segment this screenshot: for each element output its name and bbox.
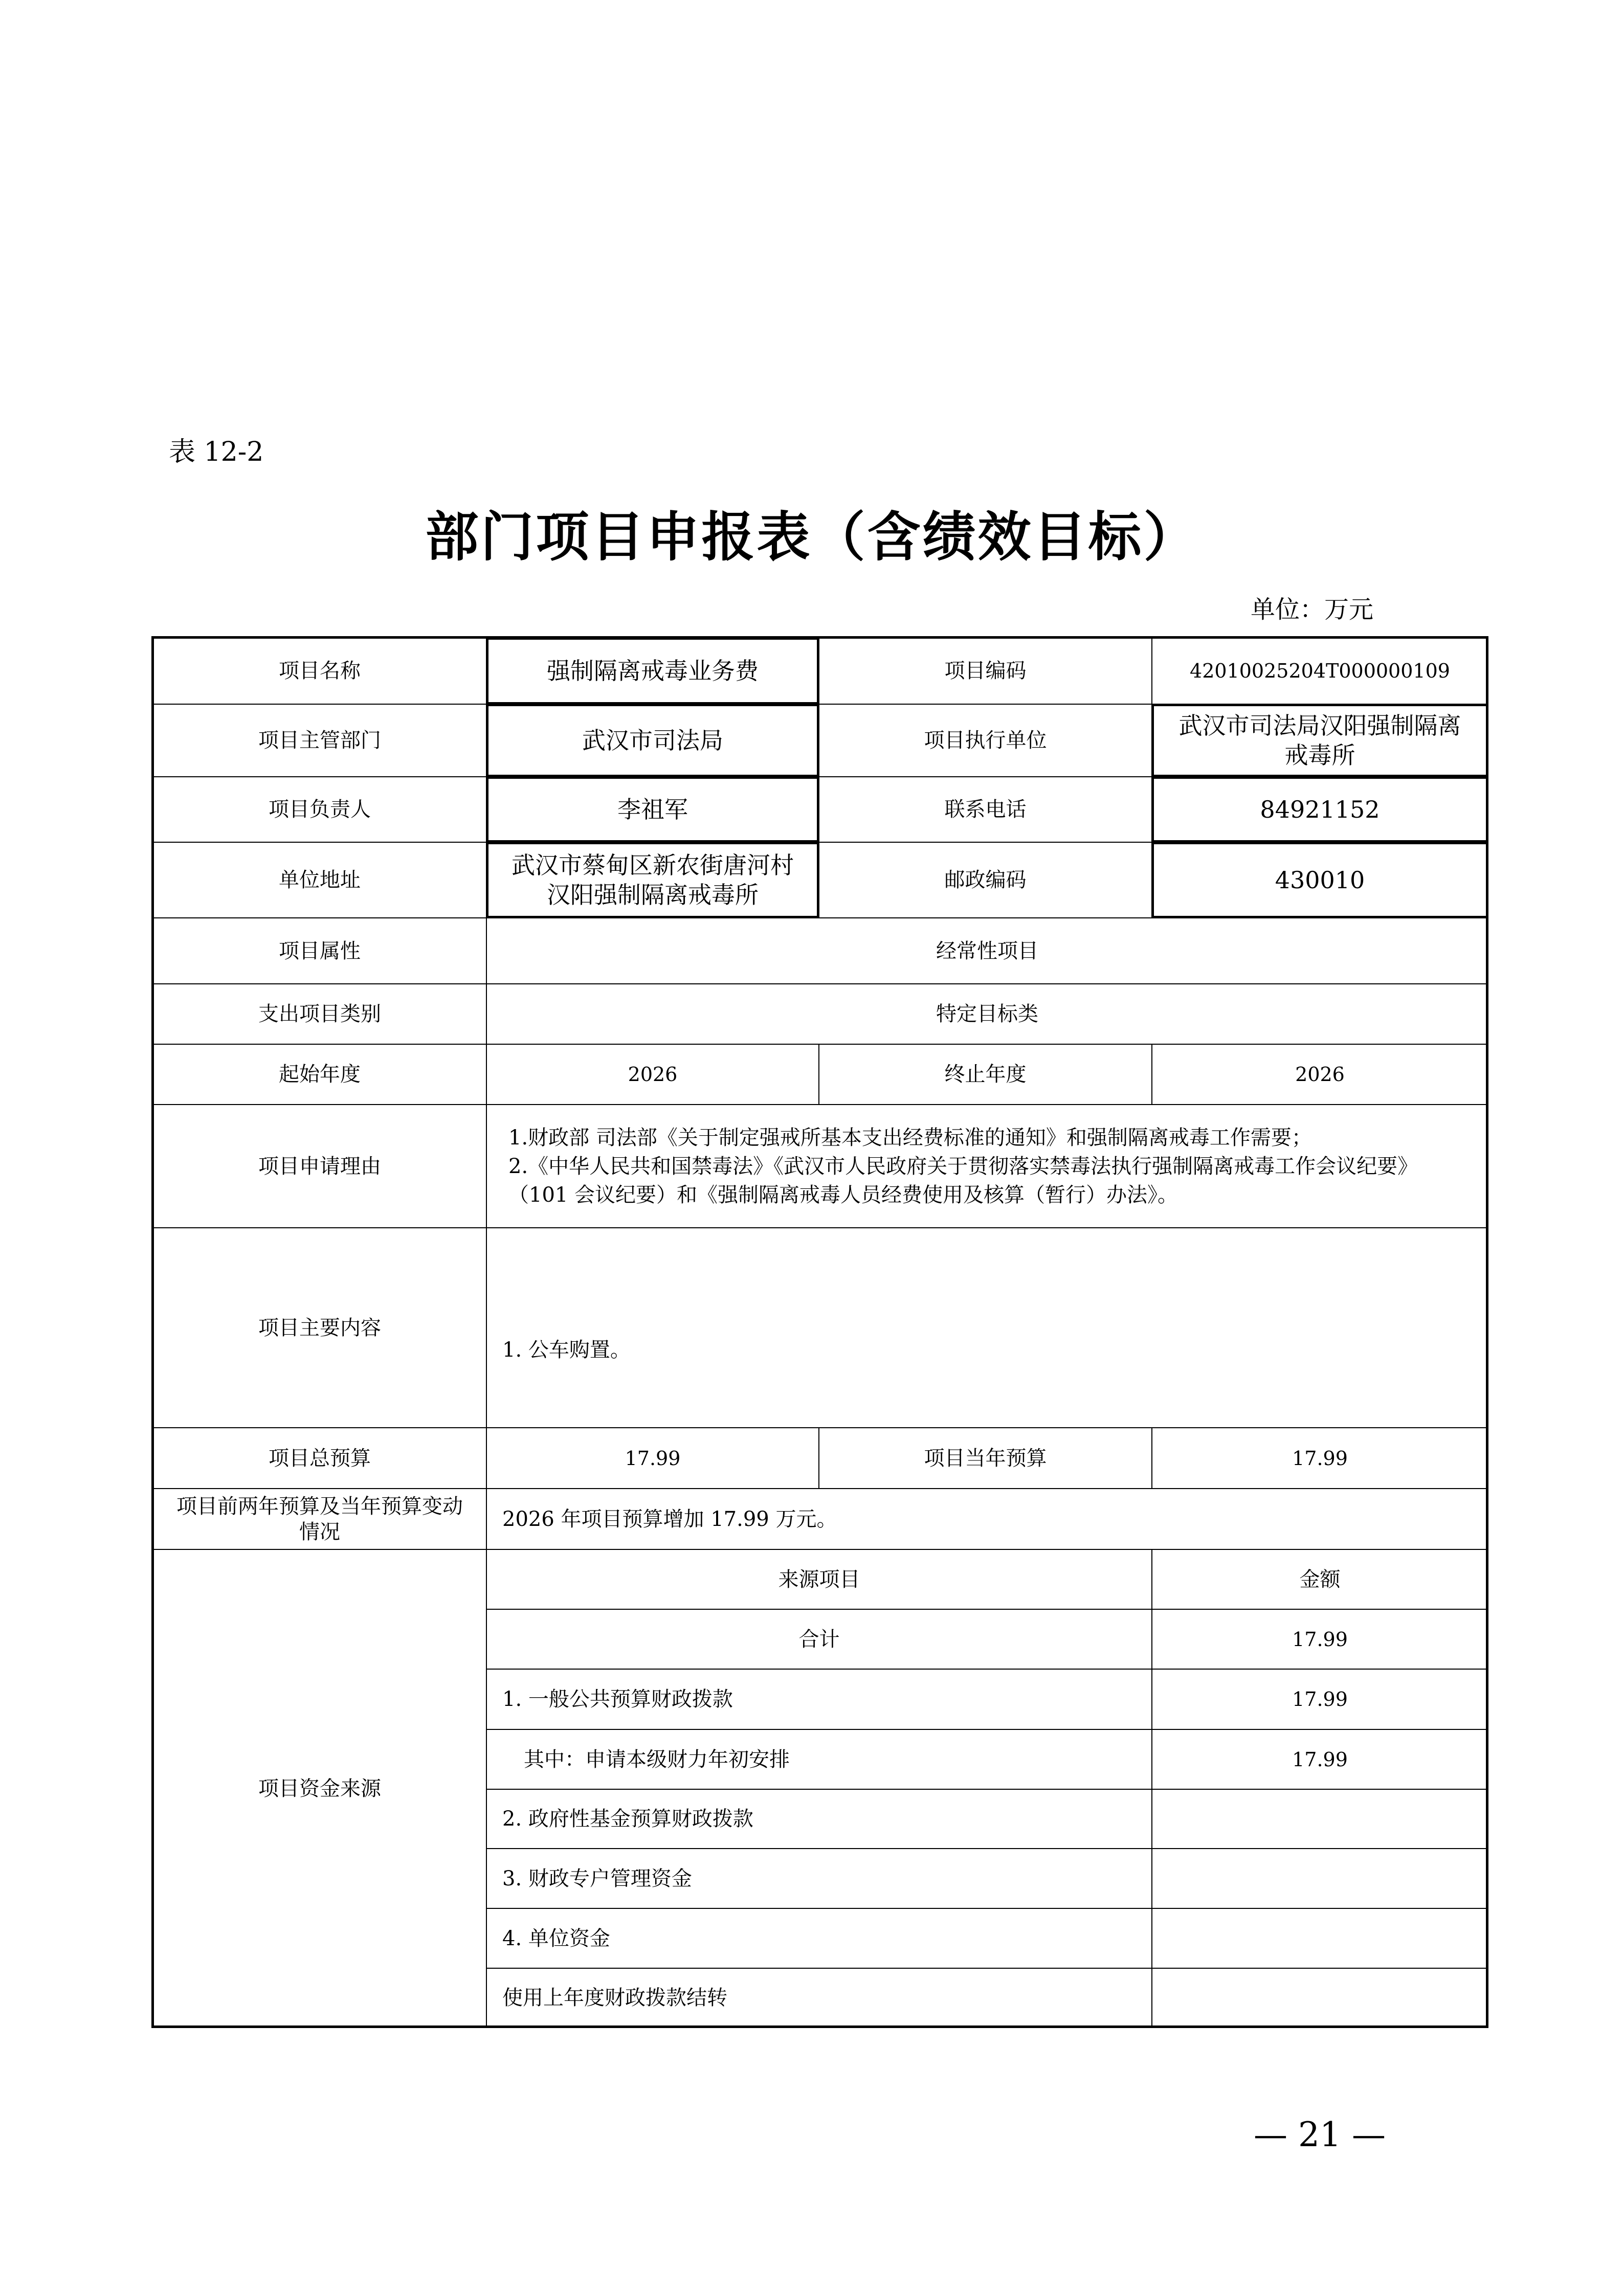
funding-source: 1. 一般公共预算财政拨款 (486, 1669, 1152, 1730)
value-end-year: 2026 (1151, 1044, 1488, 1105)
funding-source: 4. 单位资金 (486, 1908, 1152, 1969)
label-postal-code: 邮政编码 (818, 842, 1152, 918)
funding-amount (1151, 1848, 1488, 1909)
value-project-name: 强制隔离戒毒业务费 (486, 637, 819, 705)
label-project-attribute: 项目属性 (152, 917, 487, 984)
label-project-leader: 项目负责人 (152, 776, 487, 843)
value-budget-change: 2026 年项目预算增加 17.99 万元。 (486, 1488, 1488, 1550)
funding-amount: 17.99 (1151, 1609, 1488, 1670)
label-main-content: 项目主要内容 (152, 1227, 487, 1428)
value-start-year: 2026 (486, 1044, 819, 1105)
label-application-reason: 项目申请理由 (152, 1104, 487, 1228)
label-project-code: 项目编码 (818, 637, 1152, 705)
value-postal-code: 430010 (1151, 842, 1488, 918)
value-expense-category: 特定目标类 (486, 983, 1488, 1045)
label-managing-dept: 项目主管部门 (152, 704, 487, 777)
funding-amount (1151, 1908, 1488, 1969)
funding-amount (1151, 1789, 1488, 1849)
label-phone: 联系电话 (818, 776, 1152, 843)
value-project-attribute: 经常性项目 (486, 917, 1488, 984)
value-managing-dept: 武汉市司法局 (486, 704, 819, 777)
label-budget-change: 项目前两年预算及当年预算变动情况 (152, 1488, 487, 1550)
funding-source: 其中：申请本级财力年初安排 (486, 1729, 1152, 1790)
label-project-name: 项目名称 (152, 637, 487, 705)
funding-source: 2. 政府性基金预算财政拨款 (486, 1789, 1152, 1849)
funding-amount: 17.99 (1151, 1669, 1488, 1730)
value-unit-address: 武汉市蔡甸区新农街唐河村汉阳强制隔离戒毒所 (486, 842, 819, 918)
value-phone: 84921152 (1151, 776, 1488, 843)
reason-line: 1.财政部 司法部《关于制定强戒所基本支出经费标准的通知》和强制隔离戒毒工作需要； (508, 1126, 1312, 1150)
label-start-year: 起始年度 (152, 1044, 487, 1105)
value-project-leader: 李祖军 (486, 776, 819, 843)
page-number: — 21 — (1254, 2115, 1386, 2154)
funding-source: 3. 财政专户管理资金 (486, 1848, 1152, 1909)
label-unit-address: 单位地址 (152, 842, 487, 918)
header-source-item: 来源项目 (486, 1549, 1152, 1610)
label-funding-source: 项目资金来源 (152, 1549, 487, 2028)
funding-source: 使用上年度财政拨款结转 (486, 1968, 1152, 2028)
value-main-content: 1. 公车购置。 (486, 1227, 1488, 1428)
value-application-reason (486, 1104, 1488, 1228)
value-project-code: 42010025204T000000109 (1151, 637, 1488, 705)
reason-line: 2.《中华人民共和国禁毒法》《武汉市人民政府关于贯彻落实禁毒法执行强制隔离戒毒工作会议纪要》 (508, 1154, 1418, 1178)
funding-source: 合计 (486, 1609, 1152, 1670)
value-executing-unit: 武汉市司法局汉阳强制隔离戒毒所 (1151, 704, 1488, 777)
label-current-year-budget: 项目当年预算 (818, 1427, 1152, 1489)
funding-amount: 17.99 (1151, 1729, 1488, 1790)
table-number: 表 12-2 (169, 437, 264, 467)
label-executing-unit: 项目执行单位 (818, 704, 1152, 777)
label-total-budget: 项目总预算 (152, 1427, 487, 1489)
header-amount: 金额 (1151, 1549, 1488, 1610)
unit-label: 单位：万元 (1251, 595, 1374, 624)
value-current-year-budget: 17.99 (1151, 1427, 1488, 1489)
page-title: 部门项目申报表（含绩效目标） (425, 506, 1199, 568)
value-total-budget: 17.99 (486, 1427, 819, 1489)
label-expense-category: 支出项目类别 (152, 983, 487, 1045)
reason-line: （101 会议纪要）和《强制隔离戒毒人员经费使用及核算（暂行）办法》。 (508, 1183, 1178, 1207)
funding-amount (1151, 1968, 1488, 2028)
label-end-year: 终止年度 (818, 1044, 1152, 1105)
